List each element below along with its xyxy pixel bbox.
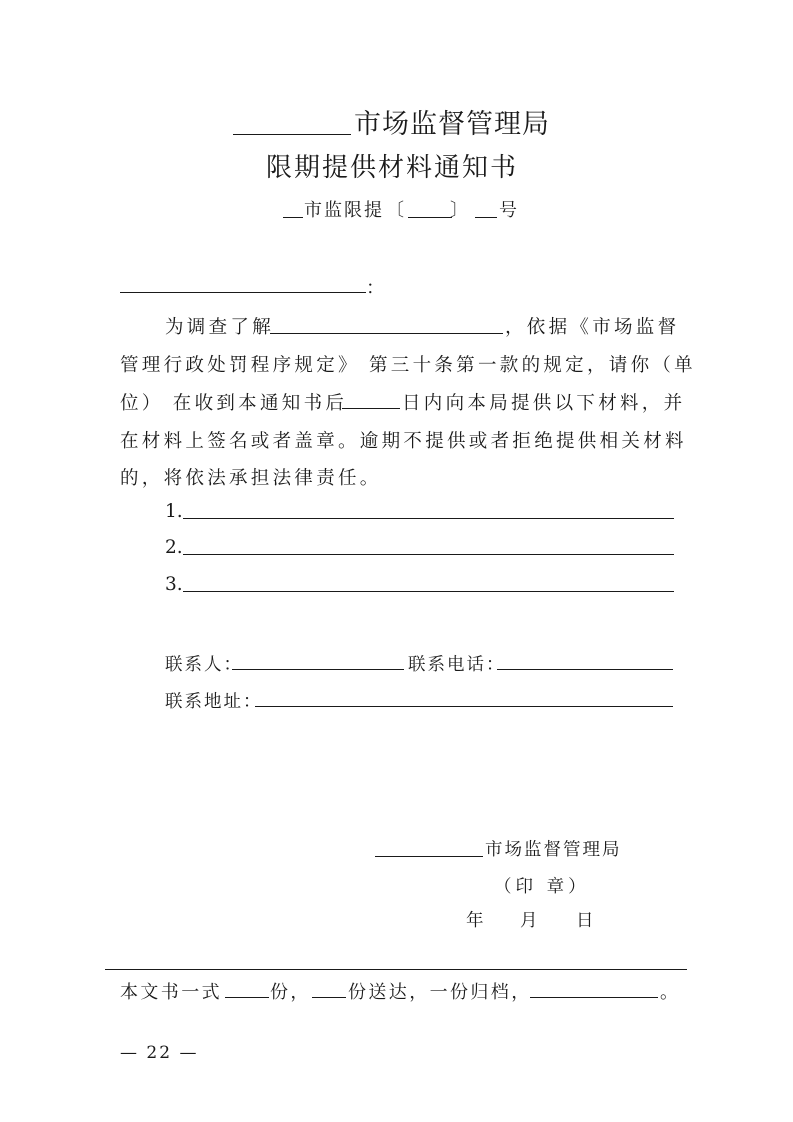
footer-archive-blank[interactable] xyxy=(530,997,658,998)
material-item-3-blank[interactable] xyxy=(183,591,674,592)
header-agency-suffix: 市场监督管理局 xyxy=(354,109,550,140)
contact-phone-blank[interactable] xyxy=(497,669,673,670)
doc-number-seq-blank[interactable] xyxy=(475,217,497,218)
recipient-colon: ： xyxy=(366,278,388,299)
body-line1-start: 为调查了解 xyxy=(165,317,275,338)
doc-number-prefix: 市监限提 xyxy=(304,200,384,221)
material-item-2-blank[interactable] xyxy=(183,554,674,555)
contact-phone-label: 联系电话： xyxy=(408,655,506,675)
doc-number-open-bracket: 〔 xyxy=(386,200,406,221)
body-line5: 的，将依法承担法律责任。 xyxy=(120,468,382,489)
material-item-3-number: 3. xyxy=(165,574,183,595)
investigation-matter-blank[interactable] xyxy=(270,333,503,334)
signature-year: 年 xyxy=(466,911,486,931)
doc-number-suffix: 号 xyxy=(499,200,519,221)
doc-number-close-bracket: 〕 xyxy=(450,200,470,221)
footer-part3: 份送达，一份归档， xyxy=(348,982,532,1003)
body-line3-end: 日内向本局提供以下材料，并 xyxy=(402,393,686,414)
footer-served-blank[interactable] xyxy=(312,997,346,998)
footer-divider xyxy=(105,969,687,970)
body-line3-start: 位） 在收到本通知书后 xyxy=(120,393,348,414)
contact-address-blank[interactable] xyxy=(255,706,673,707)
body-line4: 在材料上签名或者盖章。逾期不提供或者拒绝提供相关材料 xyxy=(120,431,687,452)
signature-month: 月 xyxy=(520,911,540,931)
page-number: — 22 — xyxy=(120,1043,199,1063)
material-item-2-number: 2. xyxy=(165,537,183,558)
signature-agency-blank[interactable] xyxy=(375,856,483,857)
body-line2: 管理行政处罚程序规定》 第三十条第一款的规定，请你（单 xyxy=(120,355,696,376)
material-item-1-blank[interactable] xyxy=(183,518,674,519)
agency-name-blank[interactable] xyxy=(233,134,351,135)
signature-agency-suffix: 市场监督管理局 xyxy=(485,840,622,860)
material-item-1-number: 1. xyxy=(165,501,183,522)
footer-end: 。 xyxy=(660,982,681,1003)
contact-address-label: 联系地址： xyxy=(165,692,263,712)
footer-part2: 份， xyxy=(270,982,311,1003)
doc-number-region-blank[interactable] xyxy=(283,217,303,218)
doc-number-year-blank[interactable] xyxy=(408,217,452,218)
footer-copies-blank[interactable] xyxy=(225,997,269,998)
document-title: 限期提供材料通知书 xyxy=(266,153,519,183)
contact-person-blank[interactable] xyxy=(232,669,404,670)
signature-day: 日 xyxy=(576,911,596,931)
signature-seal: （印 章） xyxy=(494,877,590,897)
body-line1-end: ，依据《市场监督 xyxy=(505,317,680,338)
contact-person-label: 联系人： xyxy=(165,655,243,675)
recipient-blank[interactable] xyxy=(120,292,366,293)
footer-part1: 本文书一式 xyxy=(120,982,222,1003)
days-blank[interactable] xyxy=(342,408,400,409)
